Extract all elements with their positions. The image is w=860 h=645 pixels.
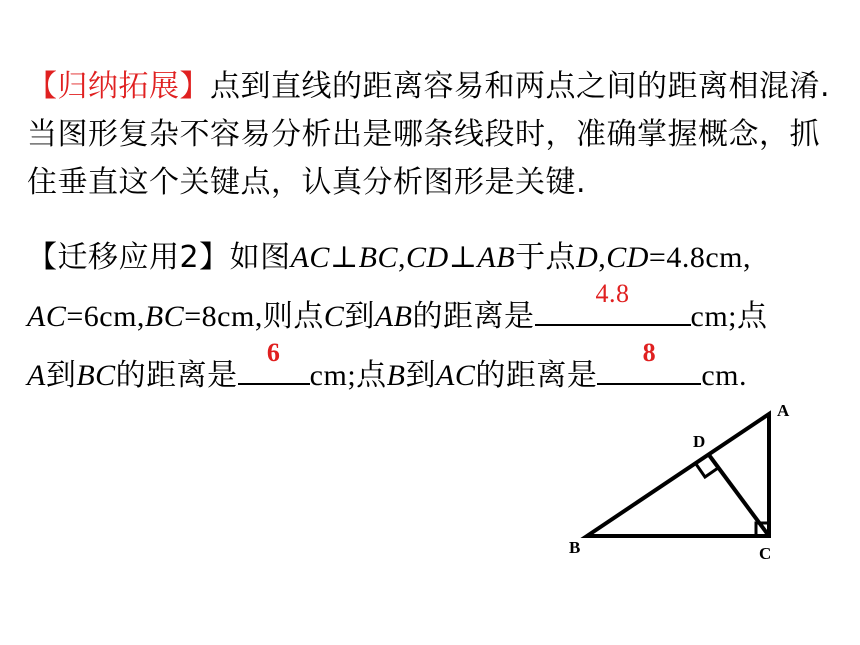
segment-cd: CD [606, 241, 649, 274]
segment-bc: BC [76, 359, 116, 392]
triangle-abc [587, 414, 769, 536]
answer-blank-1[interactable] [535, 279, 691, 326]
unit-text: cm;点 [309, 359, 387, 392]
segment-ac: AC [436, 359, 476, 392]
exercise-paragraph [27, 228, 837, 405]
comma: , [398, 241, 406, 274]
label-c: C [759, 544, 772, 563]
text-distance: 的距离是 [475, 358, 598, 393]
text-distance: 的距离是 [115, 358, 238, 393]
label-a: A [777, 401, 790, 420]
bc-value: =8cm, [184, 300, 263, 333]
segment-bc: BC [144, 300, 185, 333]
segment-ac: AC [290, 241, 330, 274]
point-c: C [323, 300, 345, 333]
text-at-point: 于点 [515, 240, 577, 275]
answer-1: 4.8 [595, 279, 630, 308]
summary-text: 点到直线的距离容易和两点之间的距离相混淆. 当图形复杂不容易分析出是哪条线段时，准确掌握概念，抓住垂直这个关键点，认真分析图形是关键. [27, 69, 831, 200]
exercise-tag: 【迁移应用2】 [27, 240, 230, 275]
answer-2: 6 [266, 338, 281, 367]
answer-3: 8 [642, 338, 657, 367]
text-to: 到 [344, 299, 375, 334]
segment-ac: AC [27, 300, 67, 333]
text-then-point: 则点 [262, 299, 324, 334]
segment-ab: AB [477, 241, 516, 274]
text-distance: 的距离是 [412, 299, 535, 334]
perp-symbol: ⊥ [448, 241, 478, 274]
unit-text: cm;点 [690, 300, 768, 333]
unit-text: cm. [701, 359, 747, 392]
point-a: A [27, 359, 46, 392]
text-to: 到 [45, 358, 77, 393]
ac-value: =6cm, [66, 300, 145, 333]
perp-symbol: ⊥ [329, 241, 359, 274]
comma: , [598, 241, 607, 274]
answer-blank-3[interactable] [597, 338, 701, 385]
cd-value: =4.8cm, [648, 241, 751, 274]
answer-blank-2[interactable] [238, 338, 310, 385]
summary-tag: 【归纳拓展】 [27, 69, 210, 104]
label-b: B [569, 538, 581, 557]
summary-paragraph [27, 63, 837, 207]
segment-ab: AB [374, 300, 413, 333]
point-b: B [386, 359, 406, 392]
segment-cd: CD [406, 241, 449, 274]
label-d: D [693, 432, 706, 451]
exercise-intro: 如图 [229, 240, 291, 275]
point-d: D [576, 241, 599, 274]
text-to: 到 [405, 358, 436, 393]
segment-bc: BC [358, 241, 398, 274]
triangle-figure [560, 395, 800, 575]
